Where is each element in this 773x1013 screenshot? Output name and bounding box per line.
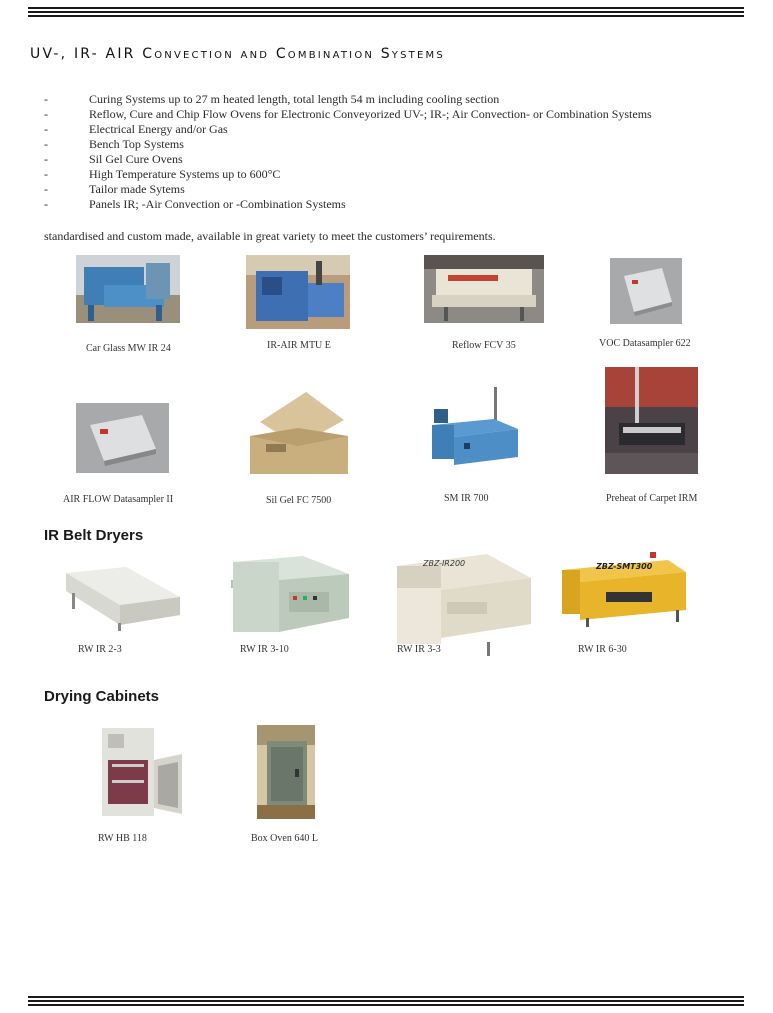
product-caption: RW IR 6-30 [578,644,627,655]
product-photo-rw-ir-6-30 [556,552,688,628]
feature-item: - Curing Systems up to 27 m heated length, total length 54 m including cooling section [44,92,500,106]
nameplate-zbz-ir200: ZBZ-IR200 [423,559,466,568]
product-caption: RW HB 118 [98,833,147,844]
feature-item: - Electrical Energy and/or Gas [44,122,228,136]
product-caption: Car Glass MW IR 24 [86,343,171,354]
product-photo-sil-gel [246,386,350,476]
product-photo-airflow-datasampler [76,403,169,473]
product-caption: Preheat of Carpet IRM [606,493,698,504]
product-photo-box-oven-640l [257,725,315,819]
top-rule [28,7,744,19]
product-photo-voc-datasampler [610,258,682,324]
feature-item: - High Temperature Systems up to 600°C [44,167,281,181]
section-heading-ir-belt-dryers: IR Belt Dryers [44,527,144,544]
product-caption: Reflow FCV 35 [452,340,516,351]
product-photo-rw-hb-118 [96,724,186,820]
product-photo-rw-ir-3-3 [393,550,533,658]
product-photo-rw-ir-3-10 [223,552,353,638]
feature-item: - Panels IR; -Air Convection or -Combination Systems [44,197,346,211]
feature-item: - Sil Gel Cure Ovens [44,152,183,166]
product-caption: IR-AIR MTU E [267,340,331,351]
feature-list [44,92,652,212]
feature-item: - Tailor made Sytems [44,182,185,196]
product-caption: SM IR 700 [444,493,489,504]
product-photo-sm-ir [424,385,524,473]
product-caption: RW IR 3-3 [397,644,441,655]
product-caption: VOC Datasampler 622 [599,338,691,349]
product-caption: RW IR 3-10 [240,644,289,655]
product-photo-reflow-fcv [424,255,544,323]
product-photo-carpet-preheat [605,367,698,474]
product-caption: Sil Gel FC 7500 [266,495,332,506]
bottom-rule [28,996,744,1008]
feature-item: - Bench Top Systems [44,137,184,151]
nameplate-zbz-smt300: ZBZ-SMT300 [596,562,653,571]
product-caption: AIR FLOW Datasampler II [63,494,174,505]
product-caption: RW IR 2-3 [78,644,122,655]
section-heading-drying-cabinets: Drying Cabinets [44,688,160,705]
page-title: UV-, IR- AIR Convection and Combination Systems [30,46,445,63]
product-caption: Box Oven 640 L [251,833,318,844]
intro-text: standardised and custom made, available in great variety to meet the customers’ requirements. [44,229,496,243]
feature-item: - Reflow, Cure and Chip Flow Ovens for Electronic Conveyorized UV-; IR-; Air Convection- or Combination Systems [44,107,652,121]
product-photo-rw-ir-2-3 [62,563,182,633]
product-photo-ir-air-mtu [246,255,350,329]
product-photo-car-glass [76,255,180,323]
